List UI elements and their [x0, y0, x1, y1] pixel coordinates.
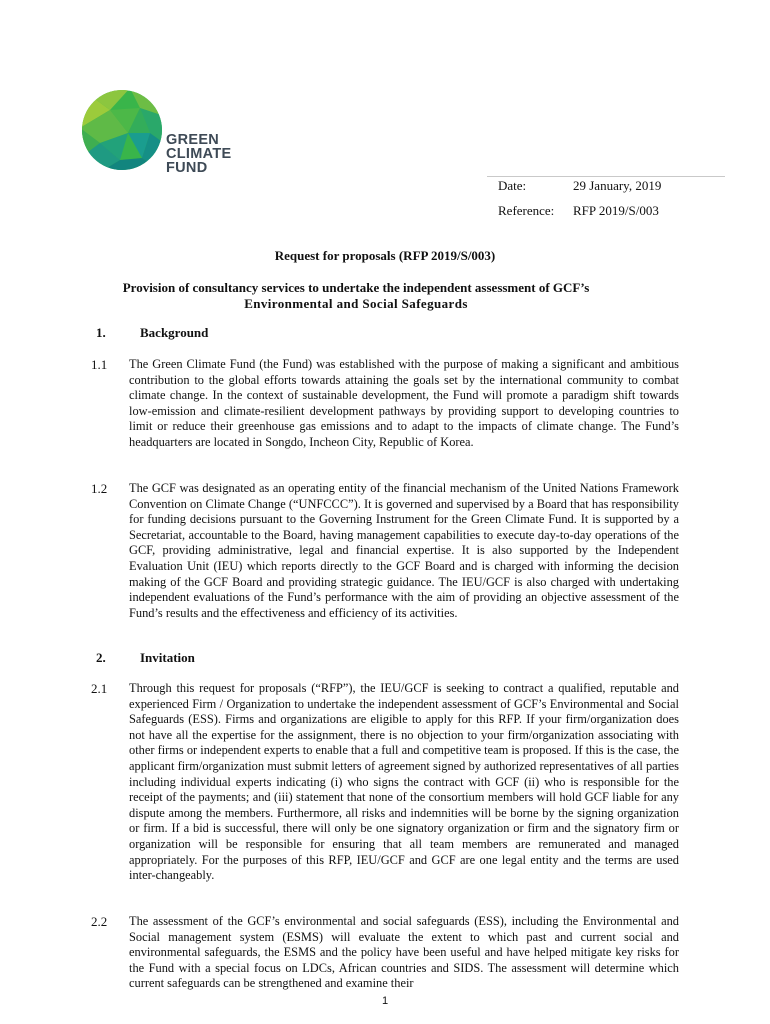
paragraph-2-1: Through this request for proposals (“RFP”), the IEU/GCF is seeking to contract a qualified, reputable and experienced Firm / Organization to undertake the independent assessment of GCF’s Environmental and Social Safeguards (ESS). Firms and organizations are eligible to apply for this RFP. If your firm/organization does not have all the expertise for the assignment, there is no objection to your firm/organization associating with other firms or independent experts to enable that a full and competitive team is proposed. If this is the case, the applicant firm/organization must submit letters of agreement signed by authorized representatives of all parties including individual experts indicating (i) who signs the contract with GCF (ii) who is responsible for the receipt of the payments; and (iii) statement that none of the consortium members will hold GCF liable for any dispute among the members. Furthermore, all risks and indemnities will be borne by the signing organization or firm. If a bid is successful, there will only be one signatory organization or firm and the signatory firm or organization will be responsible for ensuring that all team members are remunerated and managed appropriately. For the purposes of this RFP, IEU/GCF and GCF are one legal entity and the terms are used inter-changeably. — [129, 681, 679, 883]
logo-line-climate: CLIMATE — [166, 146, 232, 162]
document-title: Request for proposals (RFP 2019/S/003) — [274, 248, 496, 263]
paragraph-1-2: The GCF was designated as an operating entity of the financial mechanism of the United Nations Framework Convention on Climate Change (“UNFCCC”). It is governed and supervised by a Board that has responsibility for funding decisions pursuant to the Governing Instrument for the Green Climate Fund. It is supported by a Secretariat, accountable to the Board, having management capabilities to execute day-to-day operations of the GCF, providing administrative, legal and financial expertise. It is also supported by the Independent Evaluation Unit (IEU) which reports directly to the GCF Board and is charged with informing the decision making of the GCF Board and providing strategic guidance. The IEU/GCF is also charged with undertaking independent evaluations of the Fund’s performance with the aim of providing an objective assessment of the Fund’s results and the effectiveness and efficiency of its activities. — [129, 481, 679, 620]
paragraph-number: 1.2 — [91, 481, 108, 496]
gcf-globe-icon — [80, 88, 164, 172]
gcf-wordmark — [166, 133, 231, 175]
paragraph-number: 2.1 — [91, 681, 108, 696]
document-subtitle — [96, 280, 616, 312]
meta-divider — [487, 176, 725, 177]
paragraph-number: 2.2 — [91, 914, 108, 929]
page-number: 1 — [381, 995, 389, 1007]
subtitle-line-2: Environmental and Social Safeguards — [244, 296, 468, 311]
date-value: 29 January, 2019 — [573, 178, 662, 193]
section-heading-invitation: Invitation — [140, 650, 195, 665]
section-heading-background: Background — [140, 325, 209, 340]
paragraph-1-1: The Green Climate Fund (the Fund) was established with the purpose of making a significant and ambitious contribution to the global efforts towards attaining the goals set by the international community to combat climate change. In the context of sustainable development, the Fund will promote a paradigm shift towards low-emission and climate-resilient development pathways by providing support to developing countries to limit or reduce their greenhouse gas emissions and to adapt to the impacts of climate change. The Fund’s headquarters are located in Songdo, Incheon City, Republic of Korea. — [129, 357, 679, 449]
section-number: 2. — [96, 650, 106, 665]
gcf-logo — [80, 88, 250, 180]
reference-label: Reference: — [498, 203, 555, 218]
date-label: Date: — [498, 178, 527, 193]
reference-value: RFP 2019/S/003 — [573, 203, 659, 218]
paragraph-2-2: The assessment of the GCF’s environmental and social safeguards (ESS), including the Environmental and Social management system (ESMS) will evaluate the extent to which past and current social and environmental safeguards, the ESMS and the policy have been useful and have helped mitigate key risks for the Fund with a special focus on LDCs, African countries and SIDS. The assessment will determine which current safeguards can be strengthened and examine their — [129, 914, 679, 991]
paragraph-number: 1.1 — [91, 357, 108, 372]
section-number: 1. — [96, 325, 106, 340]
subtitle-line-1: Provision of consultancy services to undertake the independent assessment of GCF’s — [122, 280, 590, 295]
logo-line-green: GREEN — [166, 132, 220, 148]
logo-line-fund: FUND — [166, 160, 208, 176]
